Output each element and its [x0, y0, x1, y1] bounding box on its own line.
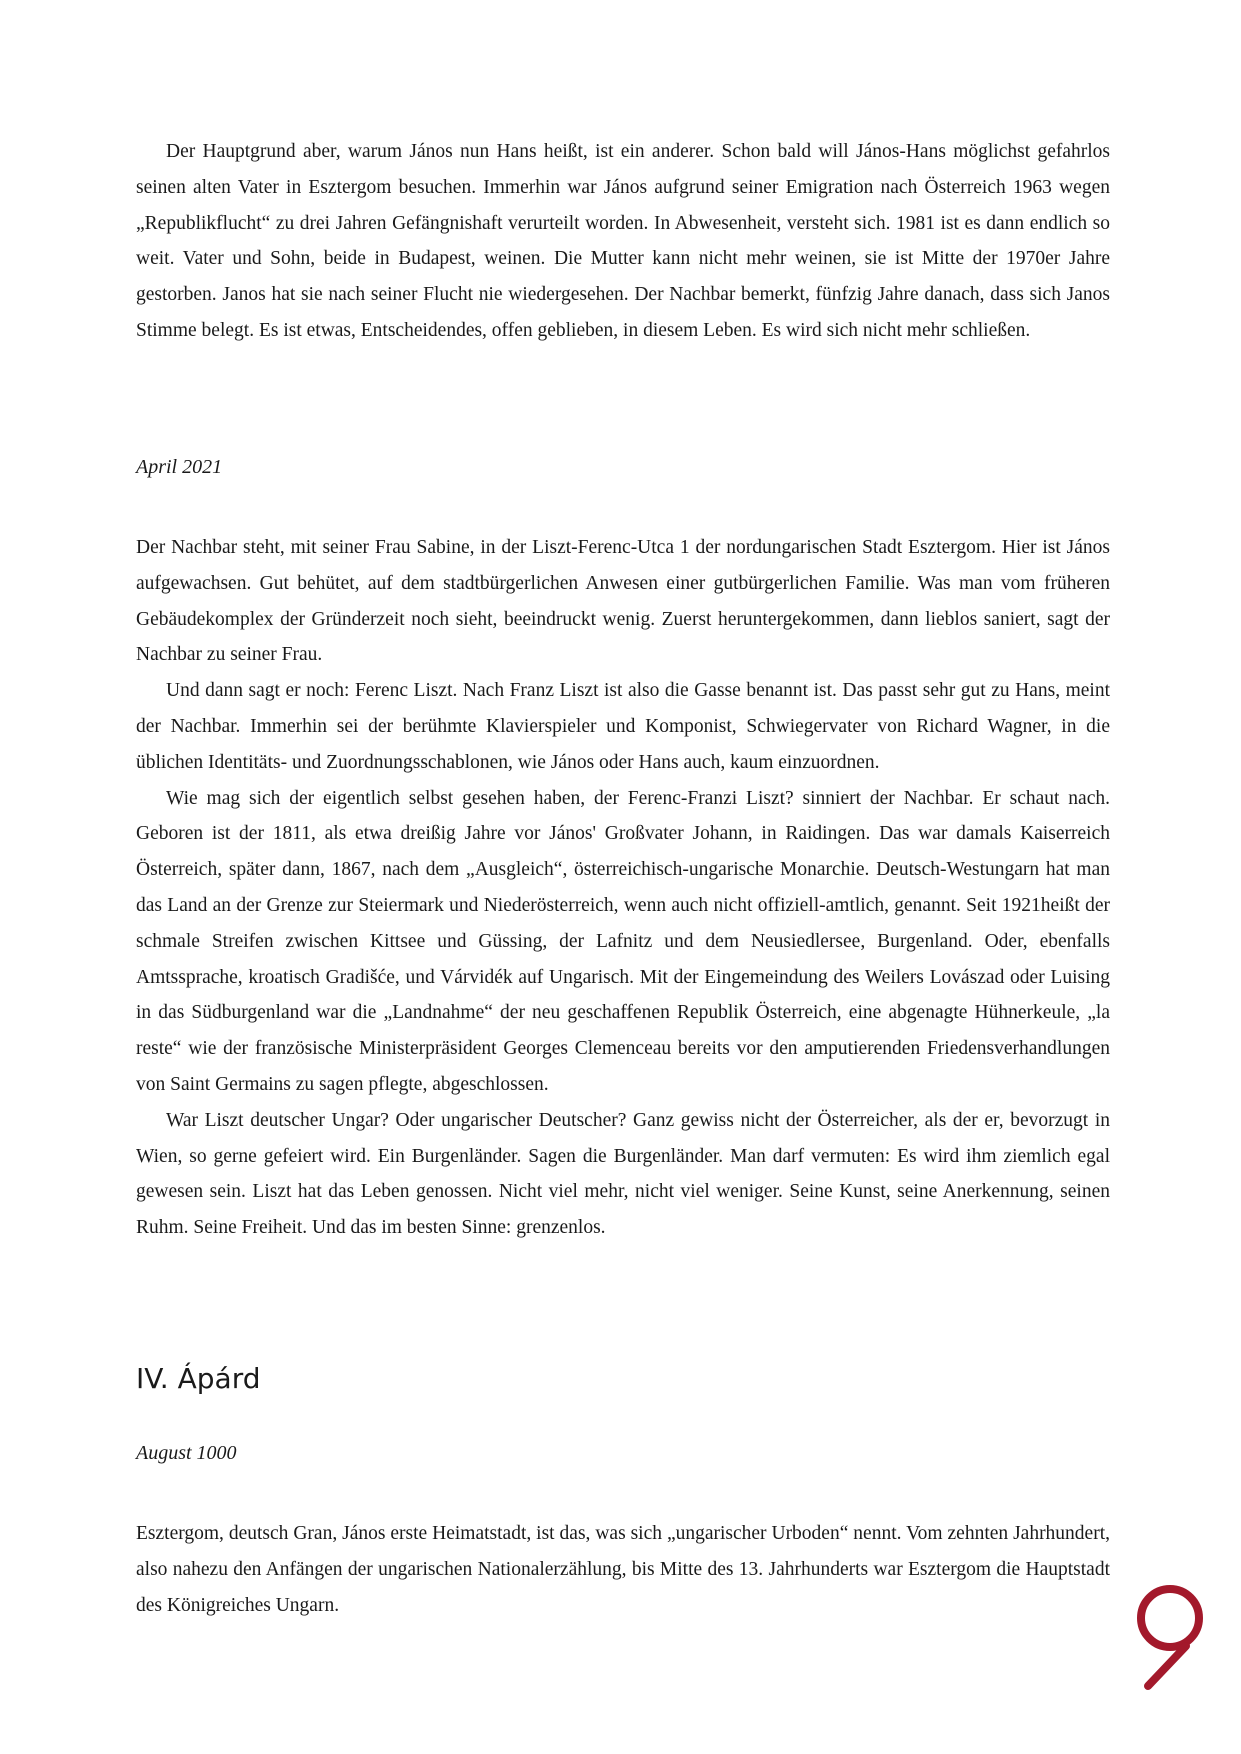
paragraph: Esztergom, deutsch Gran, János erste Heimatstadt, ist das, was sich „ungarischer Urboden“ nennt. Vom zehnten Jahrhundert, also nahezu den Anfängen der ungarischen Nationalerzählung, bis Mitte des 13. Jahrhunderts war Esztergom die Hauptstadt des Königreiches Ungarn. — [136, 1523, 1110, 1616]
chapter-heading: IV. Ápárd — [136, 1362, 261, 1395]
section-1-text — [136, 134, 1110, 349]
paragraph: Wie mag sich der eigentlich selbst gesehen haben, der Ferenc-Franzi Liszt? sinniert der Nachbar. Er schaut nach. Geboren ist der 1811, als etwa dreißig Jahre vor János' Großvater Johann, in Raidingen. Das war damals Kaiserreich Österreich, später dann, 1867, nach dem „Ausgleich“, österreichisch-ungarische Monarchie. Deutsch-Westungarn hat man das Land an der Grenze zur Steiermark und Niederösterreich, wenn auch nicht offiziell-amtlich, genannt. Seit 1921heißt der schmale Streifen zwischen Kittsee und Güssing, der Lafnitz und dem Neusiedlersee, Burgenland. Oder, ebenfalls Amtssprache, kroatisch Gradišće, und Várvidék auf Ungarisch. Mit der Eingemeindung des Weilers Lovászad oder Luising in das Südburgenland war die „Landnahme“ der neu geschaffenen Republik Österreich, eine abgenagte Hühnerkeule, „la reste“ wie der französische Ministerpräsident Georges Clemenceau bereits vor den amputierenden Friedensverhandlungen von Saint Germains zu sagen pflegte, abgeschlossen. — [136, 787, 1110, 1095]
publisher-logo-icon — [1128, 1580, 1208, 1694]
section-3-text — [136, 1516, 1110, 1623]
paragraph: Und dann sagt er noch: Ferenc Liszt. Nach Franz Liszt ist also die Gasse benannt ist. Das passt sehr gut zu Hans, meint der Nachbar. Immerhin sei der berühmte Klavierspieler und Komponist, Schwiegervater von Richard Wagner, in die üblichen Identitäts- und Zuordnungsschablonen, wie János oder Hans auch, kaum einzuordnen. — [136, 680, 1110, 773]
paragraph: Der Hauptgrund aber, warum János nun Hans heißt, ist ein anderer. Schon bald will János-Hans möglichst gefahrlos seinen alten Vater in Esztergom besuchen. Immerhin war János aufgrund seiner Emigration nach Österreich 1963 wegen „Republikflucht“ zu drei Jahren Gefängnishaft verurteilt worden. In Abwesenheit, versteht sich. 1981 ist es dann endlich so weit. Vater und Sohn, beide in Budapest, weinen. Die Mutter kann nicht mehr weinen, sie ist Mitte der 1970er Jahre gestorben. Janos hat sie nach seiner Flucht nie wiedergesehen. Der Nachbar bemerkt, fünfzig Jahre danach, dass sich Janos Stimme belegt. Es ist etwas, Entscheidendes, offen geblieben, in diesem Leben. Es wird sich nicht mehr schließen. — [136, 141, 1110, 341]
paragraph: Der Nachbar steht, mit seiner Frau Sabine, in der Liszt-Ferenc-Utca 1 der nordungarischen Stadt Esztergom. Hier ist János aufgewachsen. Gut behütet, auf dem stadtbürgerlichen Anwesen einer gutbürgerlichen Familie. Was man vom früheren Gebäudekomplex der Gründerzeit noch sieht, beeindruckt wenig. Zuerst heruntergekommen, dann lieblos saniert, sagt der Nachbar zu seiner Frau. — [136, 537, 1110, 666]
paragraph: War Liszt deutscher Ungar? Oder ungarischer Deutscher? Ganz gewiss nicht der Österreicher, als der er, bevorzugt in Wien, so gerne gefeiert wird. Ein Burgenländer. Sagen die Burgenländer. Man darf vermuten: Es wird ihm ziemlich egal gewesen sein. Liszt hat das Leben genossen. Nicht viel mehr, nicht viel weniger. Seine Kunst, seine Anerkennung, seinen Ruhm. Seine Freiheit. Und das im besten Sinne: grenzenlos. — [136, 1109, 1110, 1239]
section-date: April 2021 — [136, 456, 223, 478]
section-2-text — [136, 530, 1110, 1246]
section-date: August 1000 — [136, 1442, 237, 1464]
